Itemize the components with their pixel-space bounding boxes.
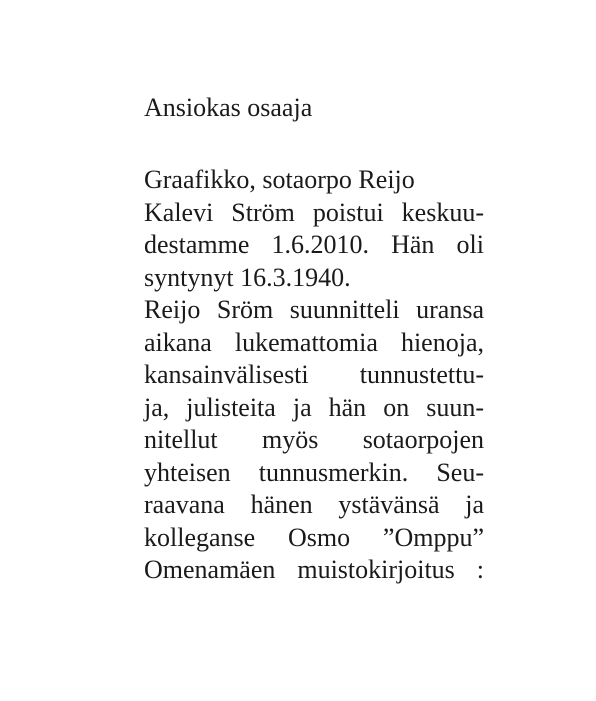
text-line: kansainvälisesti tunnustettu- xyxy=(144,360,484,389)
text-line: Omenamäen muistokirjoitus : xyxy=(144,555,484,584)
text-line: aikana lukemattomia hienoja, xyxy=(144,327,484,357)
text-line: nitellut myös sotaorpojen xyxy=(144,425,484,454)
text-line: Kalevi Ström poistui keskuu- xyxy=(144,197,484,227)
article-body xyxy=(144,164,484,587)
text-line: syntynyt 16.3.1940. xyxy=(144,262,351,292)
text-line: yhteisen tunnusmerkin. Seu- xyxy=(144,457,484,487)
text-line: raavana hänen ystävänsä ja xyxy=(144,490,484,519)
text-line: destamme 1.6.2010. Hän oli xyxy=(144,230,484,259)
text-line: kolleganse Osmo ”Omppu” xyxy=(144,522,484,552)
text-line: Reijo Sröm suunnitteli uransa xyxy=(144,295,484,324)
text-line: Graafikko, sotaorpo Reijo xyxy=(144,165,415,194)
article-title: Ansiokas osaaja xyxy=(144,93,313,122)
text-line: ja, julisteita ja hän on suun- xyxy=(144,392,484,422)
